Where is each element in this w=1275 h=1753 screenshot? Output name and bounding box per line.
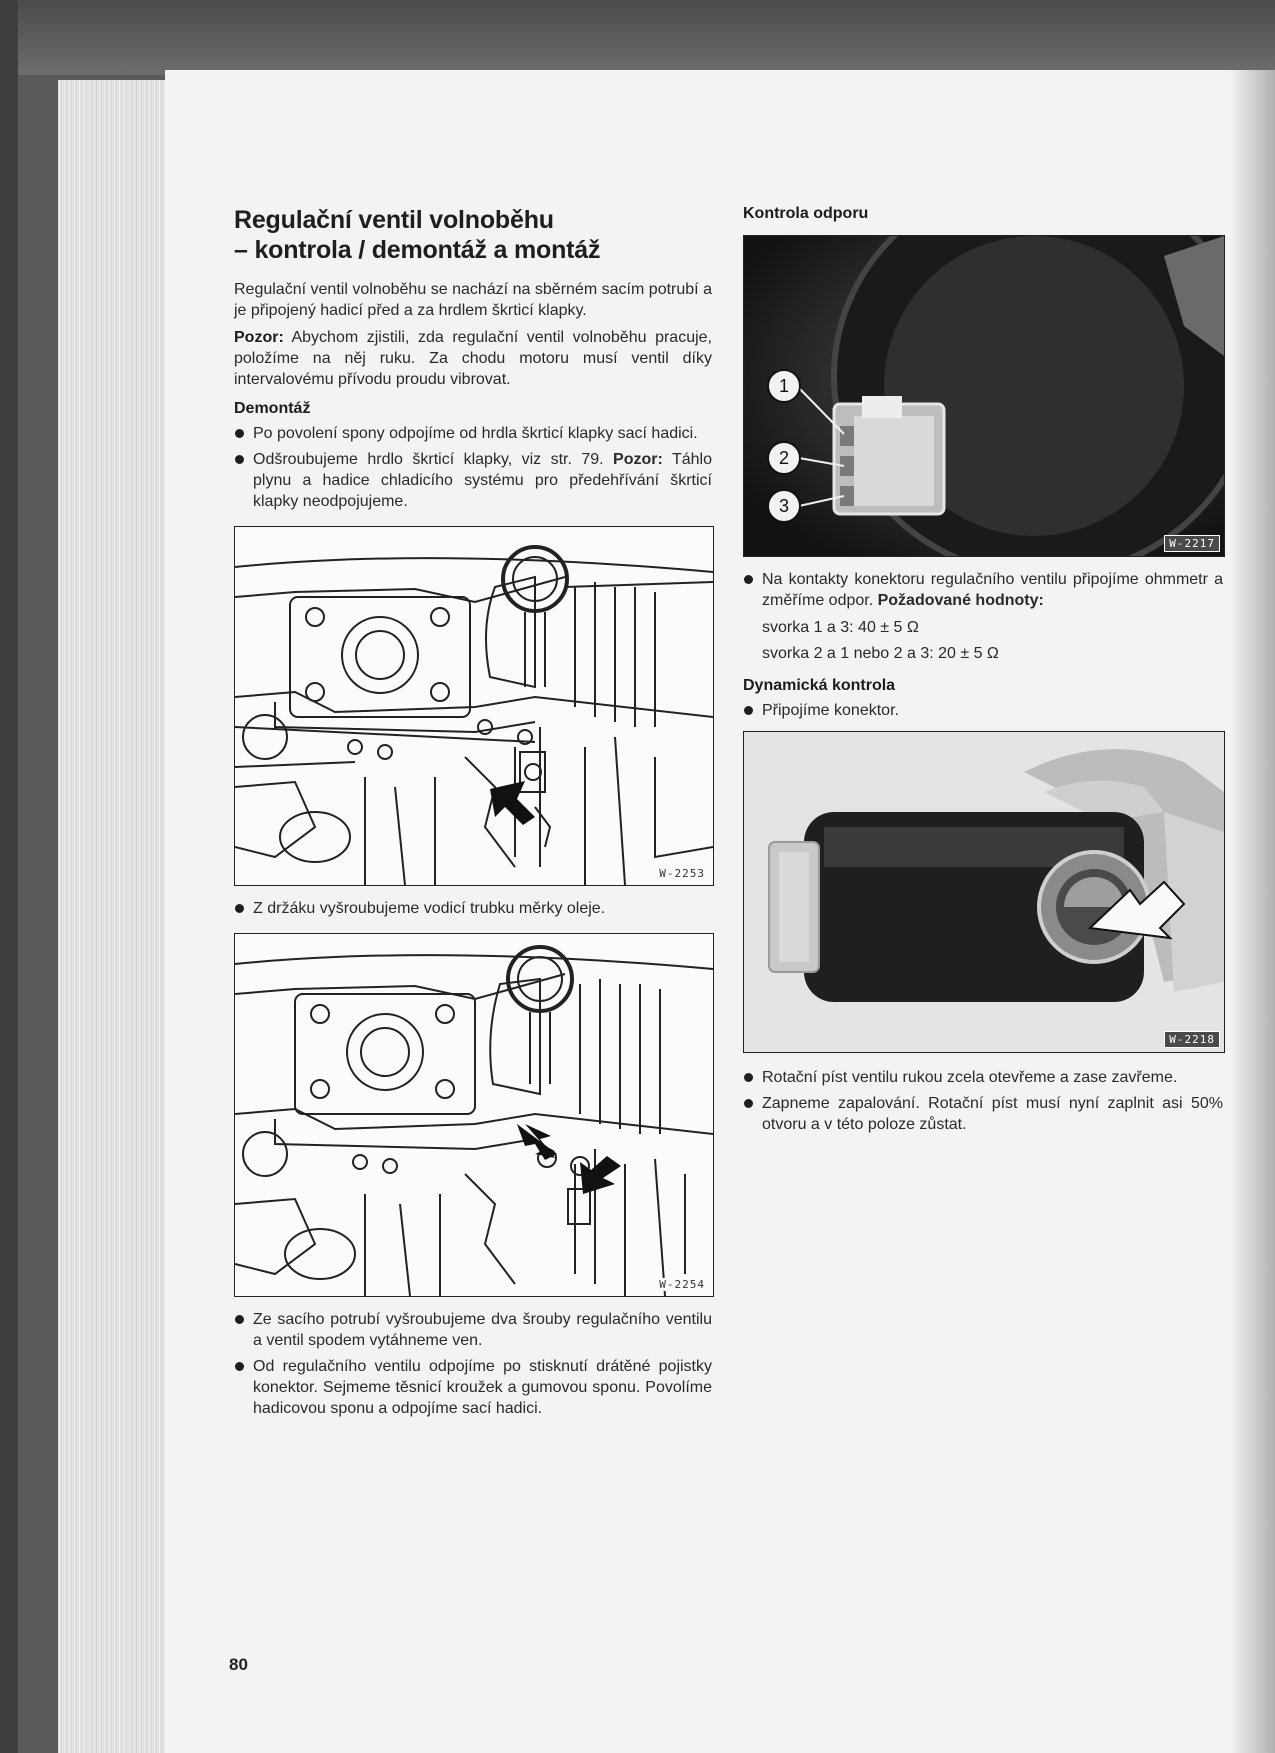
page-stack-edges <box>58 80 178 1753</box>
section-title <box>234 205 712 265</box>
required-values-label: Požadované hodnoty: <box>877 592 1044 609</box>
right-column <box>743 205 1223 1135</box>
step-unscrew-tail: Táhlo plynu a hadice chladicího systému pro předehřívání škrticí klapky neodpojujeme. <box>253 451 712 510</box>
demontaz-heading: Demontáž <box>234 400 311 417</box>
resistance-heading: Kontrola odporu <box>743 205 869 222</box>
removal-steps <box>234 1309 712 1419</box>
step-measure-resistance <box>743 569 1223 611</box>
figure-engine-drawing-2 <box>234 933 714 1297</box>
photo-connector-terminals <box>743 235 1225 557</box>
oil-dipstick-step <box>234 898 712 919</box>
scan-background-left <box>0 0 18 1753</box>
scan-background-top <box>0 0 1275 75</box>
figure-code-2: W-2254 <box>659 1278 705 1291</box>
callout-3: 3 <box>778 496 789 516</box>
step-unscrew-valve: Ze sacího potrubí vyšroubujeme dva šrouby regulačního ventilu a ventil spodem vytáhneme ven. <box>234 1309 712 1351</box>
figure-code-1: W-2253 <box>659 867 705 880</box>
figure-engine-drawing-1 <box>234 526 714 886</box>
page-gutter-shadow <box>1230 70 1275 1753</box>
engine-line-drawing-1 <box>235 527 713 885</box>
step-connect-connector: Připojíme konektor. <box>743 700 1223 721</box>
caution-text: Abychom zjistili, zda regulační ventil volnoběhu pracuje, položíme na něj ruku. Za chodu motoru musí ventil díky intervalovému přívodu proudu vibrovat. <box>234 329 712 388</box>
step-unscrew-text: Odšroubujeme hrdlo škrticí klapky, viz str. 79. <box>253 451 614 468</box>
photo-code-1: W-2217 <box>1164 535 1220 552</box>
step-unscrew-caution: Pozor: <box>613 451 663 468</box>
step-disconnect-connector: Od regulačního ventilu odpojíme po stisknutí drátěné pojistky konektor. Sejmeme těsnicí kroužek a gumovou sponu. Povolíme hadicovou sponu a odpojíme sací hadici. <box>234 1356 712 1419</box>
resistance-values <box>762 617 1223 665</box>
intro-paragraph: Regulační ventil volnoběhu se nachází na sběrném sacím potrubí a je připojený hadicí před a za hrdlem škrticí klapky. <box>234 281 712 319</box>
page-number: 80 <box>229 1655 248 1674</box>
resistance-steps <box>743 569 1223 611</box>
dynamic-heading: Dynamická kontrola <box>743 677 896 694</box>
step-ignition-on: Zapneme zapalování. Rotační píst musí nyní zaplnit asi 50% otvoru a v této poloze zůstat. <box>743 1093 1223 1135</box>
value-terminal-1-3: svorka 1 a 3: 40 ± 5 Ω <box>762 619 919 636</box>
title-line-2: – kontrola / demontáž a montáž <box>234 236 601 264</box>
step-unscrew-throttle <box>234 449 712 512</box>
connector-photo <box>744 236 1224 556</box>
engine-line-drawing-2 <box>235 934 713 1296</box>
caution-label: Pozor: <box>234 329 284 346</box>
dynamic-steps-2 <box>743 1067 1223 1135</box>
left-column <box>234 205 712 1419</box>
photo-rotary-valve <box>743 731 1225 1053</box>
demontaz-steps <box>234 423 712 512</box>
callout-1: 1 <box>778 376 789 396</box>
step-disconnect-hose: Po povolení spony odpojíme od hrdla škrticí klapky sací hadici. <box>234 423 712 444</box>
step-remove-dipstick-tube: Z držáku vyšroubujeme vodicí trubku měrky oleje. <box>234 898 712 919</box>
rotary-valve-photo <box>744 732 1224 1052</box>
title-line-1: Regulační ventil volnoběhu <box>234 206 554 234</box>
step-rotate-piston: Rotační píst ventilu rukou zcela otevřeme a zase zavřeme. <box>743 1067 1223 1088</box>
measure-text: Na kontakty konektoru regulačního ventilu připojíme ohmmetr a změříme odpor. <box>762 571 1223 609</box>
caution-paragraph <box>234 327 712 390</box>
photo-code-2: W-2218 <box>1164 1031 1220 1048</box>
value-terminal-2: svorka 2 a 1 nebo 2 a 3: 20 ± 5 Ω <box>762 645 999 662</box>
callout-2: 2 <box>778 448 789 468</box>
dynamic-steps-1 <box>743 700 1223 721</box>
